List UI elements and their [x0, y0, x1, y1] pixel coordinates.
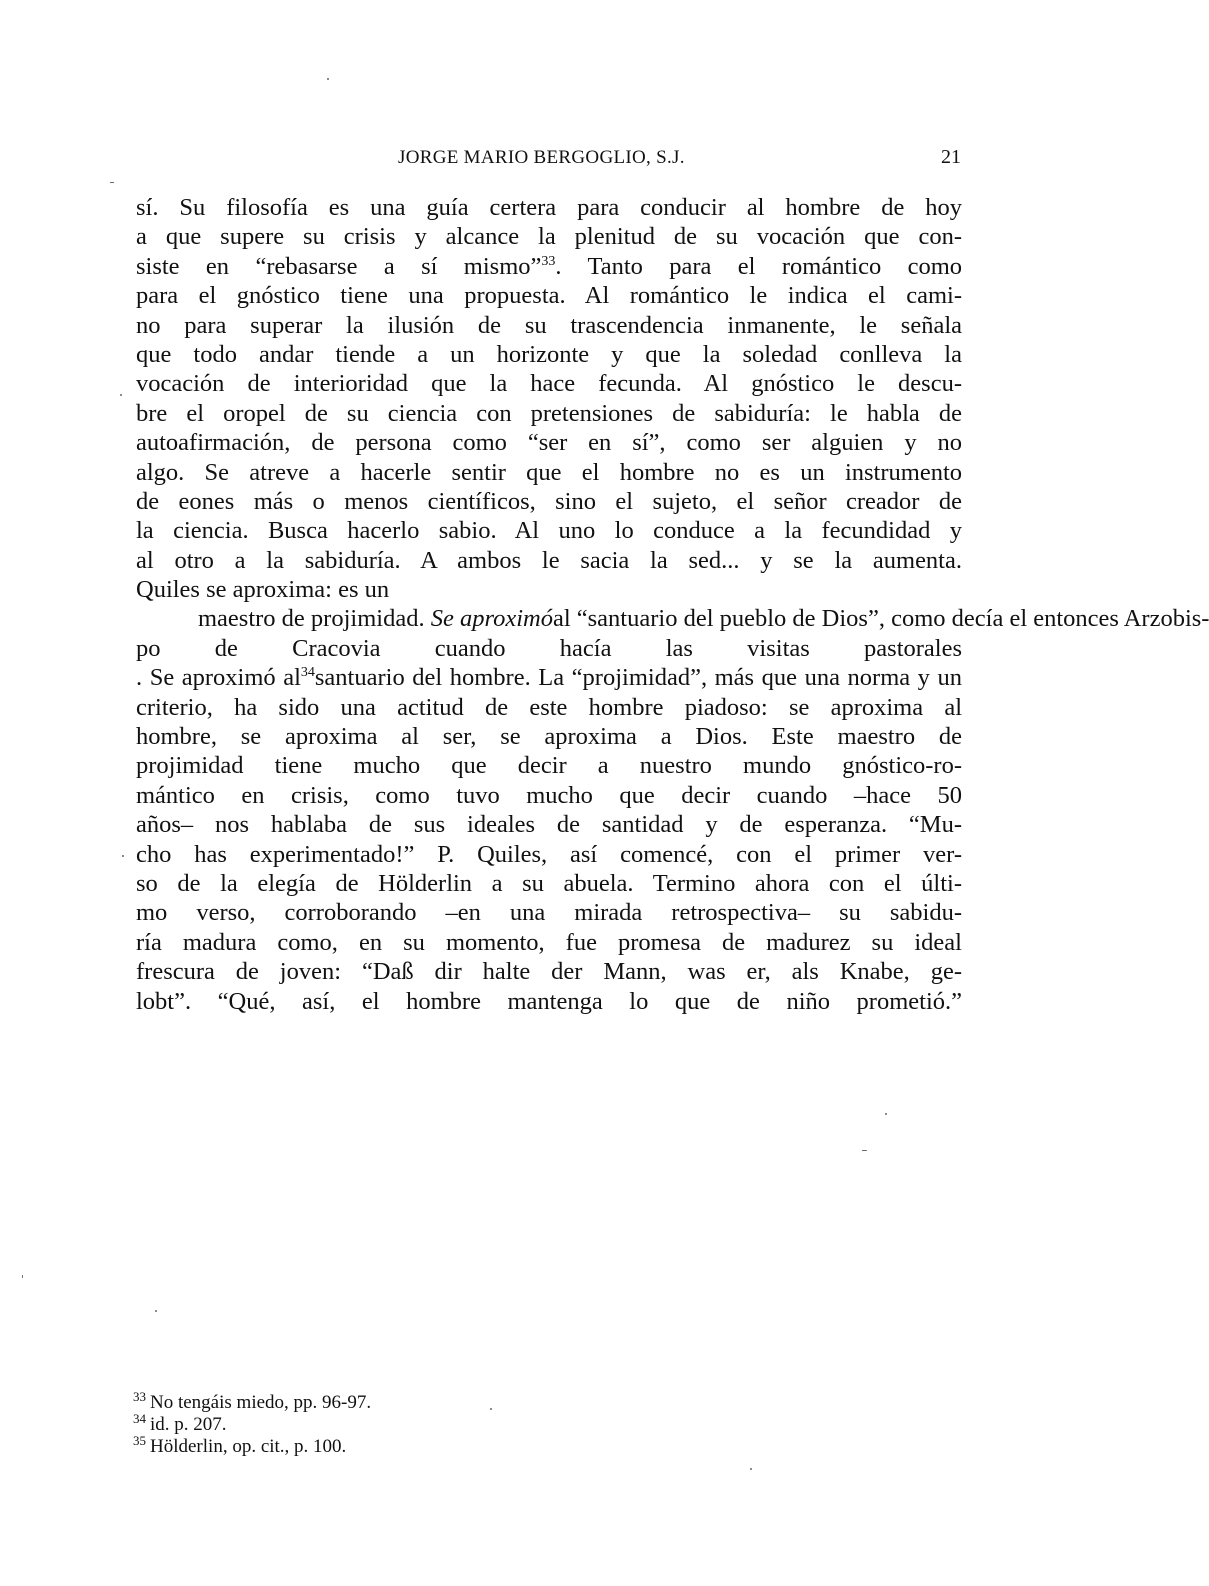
- text-line: algo. Se atreve a hacerle sentir que el hombre no es un instrumento: [136, 458, 962, 486]
- footnote-number: 33: [133, 1389, 146, 1404]
- text-segment: . Se aproximó al: [136, 664, 301, 692]
- scan-speck: [327, 78, 329, 80]
- text-line: [136, 663, 962, 692]
- scan-speck: [155, 1310, 157, 1312]
- text-line: hombre, se aproxima al ser, se aproxima a Dios. Este maestro de: [136, 723, 962, 751]
- text-line: de eones más o menos científicos, sino el sujeto, el señor creador de: [136, 487, 962, 515]
- text-line: projimidad tiene mucho que decir a nuestro mundo gnóstico-ro-: [136, 752, 962, 780]
- text-segment: al “santuario del pueblo de Dios”, como decía el entonces Arzobis-: [552, 605, 1209, 633]
- footnote: [133, 1411, 553, 1436]
- text-line: criterio, ha sido una actitud de este hombre piadoso: se aproxima al: [136, 693, 962, 721]
- scan-speck: [862, 1150, 867, 1151]
- text-line: lobt”. “Qué, así, el hombre mantenga lo que de niño prometió.”: [136, 987, 962, 1015]
- text-line: po de Cracovia cuando hacía las visitas pastorales: [136, 634, 962, 662]
- footnote: [133, 1389, 553, 1414]
- running-head: JORGE MARIO BERGOGLIO, S.J.: [398, 147, 685, 168]
- text-line: sí. Su filosofía es una guía certera para conducir al hombre de hoy: [136, 194, 962, 221]
- text-line: so de la elegía de Hölderlin a su abuela. Termino ahora con el últi-: [136, 869, 962, 897]
- footnote-text: No tengáis miedo, pp. 96-97.: [150, 1392, 372, 1413]
- text-line: al otro a la sabiduría. A ambos le sacia la sed... y se la aumenta.: [136, 546, 962, 574]
- text-line: que todo andar tiende a un horizonte y que la soledad conlleva la: [136, 340, 962, 368]
- text-line: [136, 604, 1209, 633]
- scan-speck: [885, 1113, 887, 1115]
- text-segment: . Tanto para el romántico como: [555, 252, 963, 280]
- body-text: [136, 193, 1209, 1045]
- note-reference: 33: [541, 253, 556, 269]
- text-line: años– nos hablaba de sus ideales de santidad y de esperanza. “Mu-: [136, 811, 962, 839]
- scan-speck: [122, 855, 124, 857]
- footnote-text: Hölderlin, op. cit., p. 100.: [150, 1436, 347, 1457]
- footnote: [133, 1433, 553, 1458]
- scan-speck: [120, 394, 122, 396]
- text-segment: santuario del hombre. La “projimidad”, más que una norma y un: [314, 664, 962, 692]
- note-reference: 34: [300, 665, 315, 681]
- scan-speck: [110, 182, 114, 183]
- text-line: la ciencia. Busca hacerlo sabio. Al uno lo conduce a la fecundidad y: [136, 517, 962, 545]
- text-line: mo verso, corroborando –en una mirada retrospectiva– su sabidu-: [136, 899, 962, 927]
- italic-phrase: Se aproximó: [424, 605, 553, 633]
- text-line: cho has experimentado!” P. Quiles, así comencé, con el primer ver-: [136, 840, 962, 868]
- text-segment: siste en “rebasarse a sí mismo”: [136, 252, 542, 280]
- footnotes: [133, 1389, 553, 1458]
- text-line: para el gnóstico tiene una propuesta. Al romántico le indica el cami-: [136, 282, 962, 310]
- text-line: autoafirmación, de persona como “ser en sí”, como ser alguien y no: [136, 429, 962, 457]
- text-line: bre el oropel de su ciencia con pretensiones de sabiduría: le habla de: [136, 399, 962, 427]
- footnote-number: 35: [133, 1433, 146, 1448]
- scan-speck: [490, 1408, 492, 1410]
- footnote-text: id. p. 207.: [150, 1414, 227, 1435]
- scan-speck: [22, 1275, 23, 1278]
- text-segment: maestro de projimidad.: [198, 605, 425, 633]
- text-line: [136, 252, 962, 281]
- text-line: ría madura como, en su momento, fue promesa de madurez su ideal: [136, 928, 962, 956]
- text-line: vocación de interioridad que la hace fecunda. Al gnóstico le descu-: [136, 370, 962, 398]
- page-number: 21: [941, 146, 961, 168]
- text-line: a que supere su crisis y alcance la plenitud de su vocación que con-: [136, 223, 962, 251]
- text-line: no para superar la ilusión de su trascendencia inmanente, le señala: [136, 311, 962, 339]
- text-line: Quiles se aproxima: es un: [136, 576, 390, 604]
- scan-speck: [750, 1468, 752, 1470]
- text-line: [136, 1016, 962, 1045]
- text-line: frescura de joven: “Daß dir halte der Mann, was er, als Knabe, ge-: [136, 958, 962, 986]
- footnote-number: 34: [133, 1411, 146, 1426]
- text-line: mántico en crisis, como tuvo mucho que decir cuando –hace 50: [136, 781, 962, 809]
